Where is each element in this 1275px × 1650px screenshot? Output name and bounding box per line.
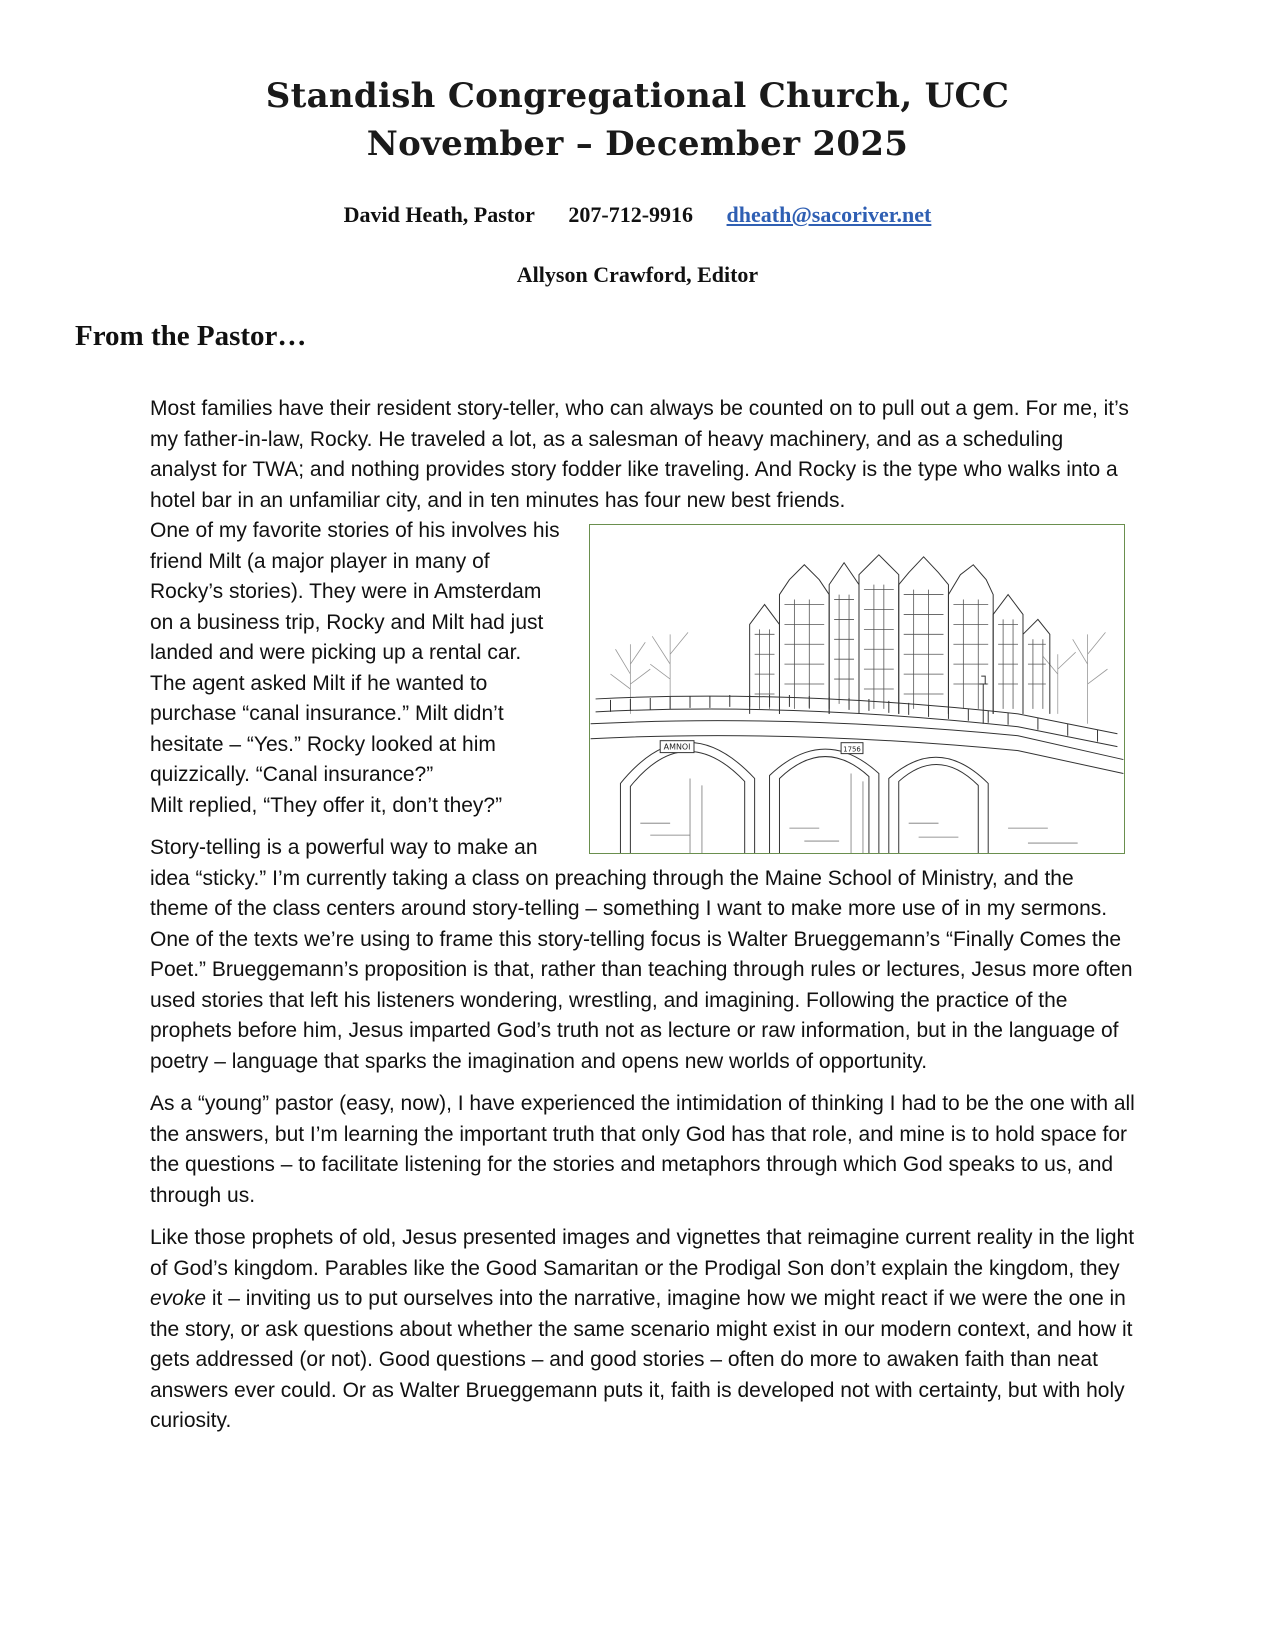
pastor-name: David Heath, Pastor	[343, 202, 535, 227]
paragraph-3: Milt replied, “They offer it, don’t they?”	[150, 793, 503, 817]
canal-houses-drawing	[590, 525, 1124, 853]
bridge-sign-left-text: AMNOI	[663, 742, 691, 752]
contact-line	[0, 202, 1275, 228]
masthead	[0, 72, 1275, 168]
bridge-sign-right-text: 1756	[843, 745, 861, 754]
paragraph-4: Story-telling is a powerful way to make an idea “sticky.” I’m currently taking a class on preaching through the Maine School of Ministry, and the theme of the class centers around story-telling – something I want to make more use of in my sermons. One of the texts we’re using to frame this story-telling focus is Walter Brueggemann’s “Finally Comes the Poet.” Brueggemann’s proposition is that, rather than teaching through rules or lectures, Jesus more often used stories that left his listeners wondering, wrestling, and imagining. Following the practice of the prophets before him, Jesus imparted God’s truth not as lecture or raw information, but in the language of poetry – language that sparks the imagination and opens new worlds of opportunity.	[150, 836, 1133, 1073]
paragraph-6	[150, 1223, 1135, 1437]
paragraph-1: Most families have their resident story-teller, who can always be counted on to pull out a gem. For me, it’s my father-in-law, Rocky. He traveled a lot, as a salesman of heavy machinery, and as a scheduling analyst for TWA; and nothing provides story fodder like traveling. And Rocky is the type who walks into a hotel bar in an unfamiliar city, and in ten minutes has four new best friends.	[150, 397, 1129, 512]
paragraph-2: One of my favorite stories of his involves his friend Milt (a major player in many of Rocky’s stories). They were in Amsterdam on a business trip, Rocky and Milt had just landed and were picking up a rental car. The agent asked Milt if he wanted to purchase “canal insurance.” Milt didn’t hesitate – “Yes.” Rocky looked at him quizzically. “Canal insurance?”	[150, 519, 560, 786]
paragraph-6-end: it – inviting us to put ourselves into the narrative, imagine how we might react if we were the one in the story, or ask questions about whether the same scenario might exist in our modern context, and how it gets addressed (or not). Good questions – and good stories – often do more to awaken faith than neat answers ever could. Or as Walter Brueggemann puts it, faith is developed not with certainty, but with holy curiosity.	[150, 1287, 1133, 1432]
issue-dates: November – December 2025	[366, 124, 909, 164]
section-title: From the Pastor…	[75, 320, 307, 352]
editor-credit: Allyson Crawford, Editor	[516, 262, 759, 287]
pastor-phone: 207-712-9916	[568, 202, 694, 227]
paragraph-5: As a “young” pastor (easy, now), I have experienced the intimidation of thinking I had to be the one with all the answers, but I’m learning the important truth that only God has that role, and mine is to hold space for the questions – to facilitate listening for the stories and metaphors through which God speaks to us, and through us.	[150, 1092, 1135, 1207]
church-name: Standish Congregational Church, UCC	[265, 76, 1010, 116]
pastor-article	[150, 394, 1135, 1449]
paragraph-6-emphasis: evoke	[150, 1287, 207, 1310]
amsterdam-canal-illustration	[589, 524, 1125, 854]
pastor-email-link[interactable]: dheath@sacoriver.net	[726, 202, 932, 227]
paragraph-6-start: Like those prophets of old, Jesus presented images and vignettes that reimagine current reality in the light of God’s kingdom. Parables like the Good Samaritan or the Prodigal Son don’t explain the kingdom, they	[150, 1226, 1135, 1280]
